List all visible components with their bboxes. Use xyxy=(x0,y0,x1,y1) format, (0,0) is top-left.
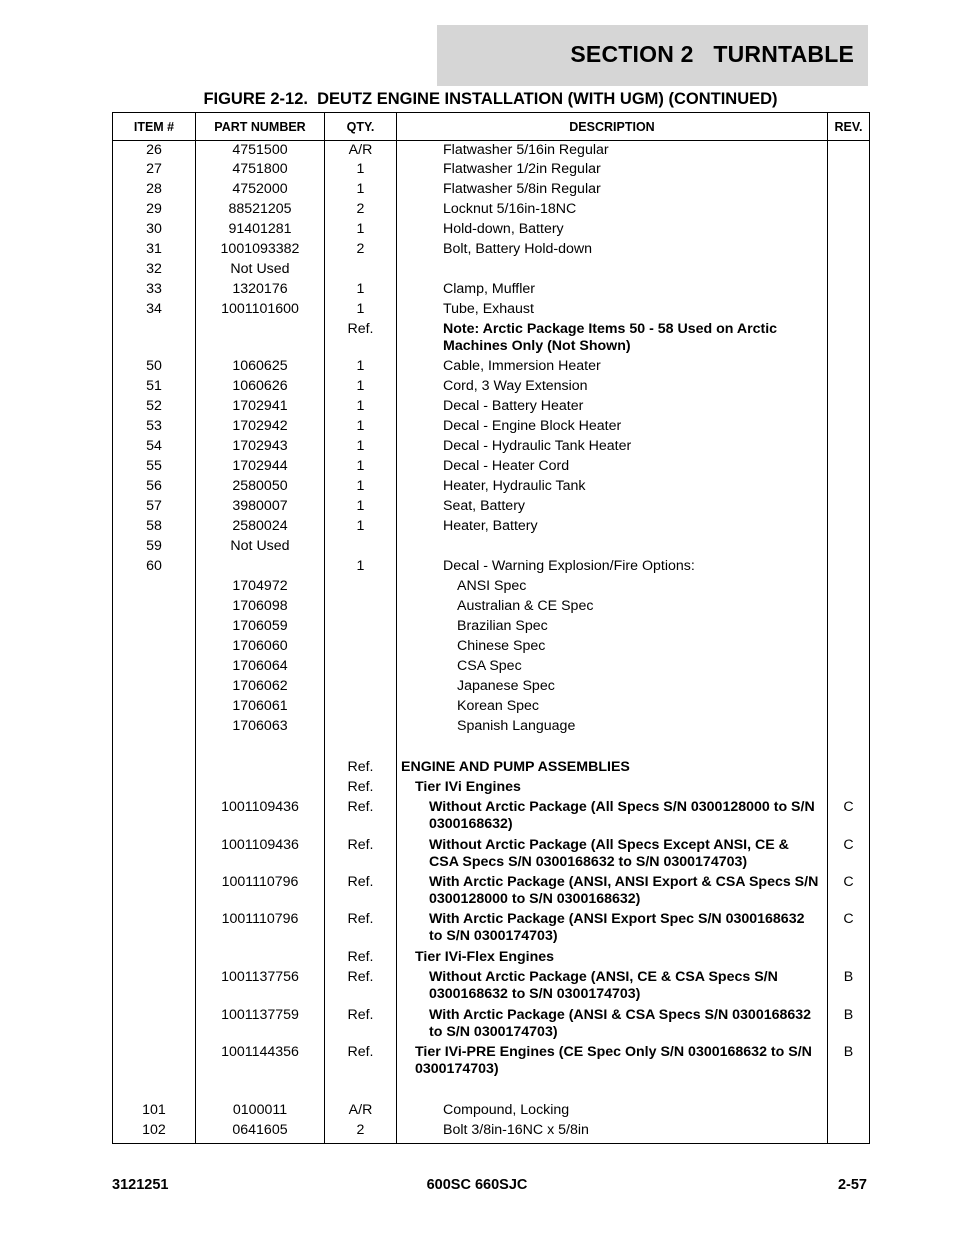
description-cell: Decal - Warning Explosion/Fire Options: xyxy=(397,558,828,578)
qty-cell: 1 xyxy=(325,358,397,378)
qty-cell xyxy=(325,598,397,618)
part-number-cell: 1702943 xyxy=(196,438,325,458)
part-number-cell: 1706059 xyxy=(196,618,325,638)
description-cell: With Arctic Package (ANSI, ANSI Export & CSA Specs S/N 0300128000 to S/N 0300168632) xyxy=(397,874,828,911)
description-cell: Without Arctic Package (All Specs S/N 0300128000 to S/N 0300168632) xyxy=(397,799,828,837)
part-number-cell: 2580024 xyxy=(196,518,325,538)
item-number-cell xyxy=(113,1044,196,1102)
table-row xyxy=(113,799,870,837)
rev-cell xyxy=(828,759,870,779)
part-number-cell: 0641605 xyxy=(196,1122,325,1144)
rev-cell xyxy=(828,321,870,358)
table-row xyxy=(113,498,870,518)
description-cell: Flatwasher 5/8in Regular xyxy=(397,181,828,201)
table-row xyxy=(113,837,870,874)
item-number-cell: 33 xyxy=(113,281,196,301)
table-row xyxy=(113,161,870,181)
qty-cell: 2 xyxy=(325,1122,397,1144)
rev-cell: B xyxy=(828,1044,870,1102)
description-cell: Without Arctic Package (ANSI, CE & CSA Specs S/N 0300168632 to S/N 0300174703) xyxy=(397,969,828,1007)
part-number-cell: 0100011 xyxy=(196,1102,325,1122)
part-number-cell xyxy=(196,779,325,799)
table-row xyxy=(113,378,870,398)
item-number-cell: 53 xyxy=(113,418,196,438)
rev-cell xyxy=(828,201,870,221)
rev-cell xyxy=(828,538,870,558)
part-number-cell: 3980007 xyxy=(196,498,325,518)
part-number-cell: 1001144356 xyxy=(196,1044,325,1102)
item-number-cell: 58 xyxy=(113,518,196,538)
description-cell: Tube, Exhaust xyxy=(397,301,828,321)
item-number-cell xyxy=(113,874,196,911)
rev-cell xyxy=(828,518,870,538)
part-number-cell: 1702944 xyxy=(196,458,325,478)
part-number-cell: 1001101600 xyxy=(196,301,325,321)
part-number-cell: 88521205 xyxy=(196,201,325,221)
table-row xyxy=(113,1044,870,1102)
table-row xyxy=(113,779,870,799)
description-cell: ENGINE AND PUMP ASSEMBLIES xyxy=(397,759,828,779)
parts-table-body xyxy=(113,141,870,1144)
table-row xyxy=(113,221,870,241)
rev-cell: C xyxy=(828,837,870,874)
table-row xyxy=(113,201,870,221)
rev-cell xyxy=(828,598,870,618)
qty-cell: Ref. xyxy=(325,1044,397,1102)
description-cell: Brazilian Spec xyxy=(397,618,828,638)
rev-cell xyxy=(828,438,870,458)
description-cell: Tier IVi Engines xyxy=(397,779,828,799)
description-cell: Cable, Immersion Heater xyxy=(397,358,828,378)
part-number-cell: 1001093382 xyxy=(196,241,325,261)
table-row xyxy=(113,281,870,301)
description-cell: Decal - Heater Cord xyxy=(397,458,828,478)
rev-cell xyxy=(828,478,870,498)
section-title: SECTION 2 TURNTABLE xyxy=(570,41,854,67)
description-cell: Japanese Spec xyxy=(397,678,828,698)
rev-cell xyxy=(828,618,870,638)
table-row xyxy=(113,1102,870,1122)
description-cell: Locknut 5/16in-18NC xyxy=(397,201,828,221)
qty-cell xyxy=(325,718,397,759)
item-number-cell: 31 xyxy=(113,241,196,261)
item-number-cell xyxy=(113,321,196,358)
part-number-cell: 1001137759 xyxy=(196,1007,325,1044)
parts-table xyxy=(112,112,870,1144)
description-cell: CSA Spec xyxy=(397,658,828,678)
qty-cell: 2 xyxy=(325,201,397,221)
item-number-cell: 28 xyxy=(113,181,196,201)
rev-cell xyxy=(828,578,870,598)
table-row xyxy=(113,911,870,949)
description-cell xyxy=(397,261,828,281)
table-row xyxy=(113,398,870,418)
qty-cell xyxy=(325,678,397,698)
part-number-cell: 4751800 xyxy=(196,161,325,181)
description-cell: Spanish Language xyxy=(397,718,828,759)
item-number-cell xyxy=(113,578,196,598)
item-number-cell xyxy=(113,969,196,1007)
item-number-cell: 54 xyxy=(113,438,196,458)
item-number-cell xyxy=(113,837,196,874)
table-row xyxy=(113,241,870,261)
part-number-cell: 1706062 xyxy=(196,678,325,698)
part-number-cell: 1001109436 xyxy=(196,837,325,874)
qty-cell: 1 xyxy=(325,418,397,438)
part-number-cell: 1702941 xyxy=(196,398,325,418)
table-row xyxy=(113,478,870,498)
item-number-cell: 26 xyxy=(113,141,196,161)
table-row xyxy=(113,438,870,458)
description-cell xyxy=(397,538,828,558)
description-cell: Note: Arctic Package Items 50 - 58 Used on Arctic Machines Only (Not Shown) xyxy=(397,321,828,358)
description-cell: Clamp, Muffler xyxy=(397,281,828,301)
description-cell: Heater, Hydraulic Tank xyxy=(397,478,828,498)
figure-title: FIGURE 2-12. DEUTZ ENGINE INSTALLATION (WITH UGM) (CONTINUED) xyxy=(203,90,778,108)
part-number-cell: 1001110796 xyxy=(196,911,325,949)
table-row xyxy=(113,638,870,658)
part-number-cell: 1706063 xyxy=(196,718,325,759)
item-number-cell xyxy=(113,718,196,759)
column-header-description: DESCRIPTION xyxy=(397,113,828,141)
rev-cell xyxy=(828,301,870,321)
item-number-cell xyxy=(113,911,196,949)
qty-cell xyxy=(325,578,397,598)
rev-cell xyxy=(828,658,870,678)
item-number-cell xyxy=(113,618,196,638)
item-number-cell: 56 xyxy=(113,478,196,498)
part-number-cell: 1706098 xyxy=(196,598,325,618)
description-cell: Cord, 3 Way Extension xyxy=(397,378,828,398)
table-row xyxy=(113,538,870,558)
item-number-cell: 57 xyxy=(113,498,196,518)
column-header-qty: QTY. xyxy=(325,113,397,141)
item-number-cell xyxy=(113,799,196,837)
rev-cell xyxy=(828,1122,870,1144)
qty-cell: Ref. xyxy=(325,949,397,969)
table-row xyxy=(113,1122,870,1144)
qty-cell: Ref. xyxy=(325,911,397,949)
item-number-cell: 101 xyxy=(113,1102,196,1122)
qty-cell xyxy=(325,698,397,718)
rev-cell: C xyxy=(828,799,870,837)
description-cell: With Arctic Package (ANSI Export Spec S/N 0300168632 to S/N 0300174703) xyxy=(397,911,828,949)
description-cell: Korean Spec xyxy=(397,698,828,718)
qty-cell: 1 xyxy=(325,301,397,321)
qty-cell: 1 xyxy=(325,498,397,518)
qty-cell: 2 xyxy=(325,241,397,261)
rev-cell xyxy=(828,261,870,281)
qty-cell xyxy=(325,261,397,281)
rev-cell xyxy=(828,221,870,241)
item-number-cell xyxy=(113,949,196,969)
part-number-cell: 1001109436 xyxy=(196,799,325,837)
part-number-cell: Not Used xyxy=(196,261,325,281)
item-number-cell xyxy=(113,638,196,658)
rev-cell xyxy=(828,458,870,478)
description-cell: Decal - Battery Heater xyxy=(397,398,828,418)
rev-cell: B xyxy=(828,1007,870,1044)
rev-cell xyxy=(828,1102,870,1122)
qty-cell: Ref. xyxy=(325,759,397,779)
table-row xyxy=(113,321,870,358)
rev-cell xyxy=(828,241,870,261)
item-number-cell: 27 xyxy=(113,161,196,181)
qty-cell: Ref. xyxy=(325,799,397,837)
description-cell: Chinese Spec xyxy=(397,638,828,658)
part-number-cell: Not Used xyxy=(196,538,325,558)
description-cell: Australian & CE Spec xyxy=(397,598,828,618)
rev-cell xyxy=(828,498,870,518)
qty-cell: 1 xyxy=(325,438,397,458)
rev-cell xyxy=(828,418,870,438)
rev-cell xyxy=(828,398,870,418)
qty-cell: 1 xyxy=(325,161,397,181)
qty-cell: Ref. xyxy=(325,837,397,874)
rev-cell xyxy=(828,949,870,969)
table-row xyxy=(113,949,870,969)
qty-cell: 1 xyxy=(325,518,397,538)
item-number-cell xyxy=(113,779,196,799)
part-number-cell: 2580050 xyxy=(196,478,325,498)
table-row xyxy=(113,759,870,779)
table-row xyxy=(113,558,870,578)
item-number-cell xyxy=(113,678,196,698)
table-row xyxy=(113,358,870,378)
rev-cell xyxy=(828,678,870,698)
qty-cell xyxy=(325,538,397,558)
table-row xyxy=(113,618,870,638)
description-cell: Without Arctic Package (All Specs Except ANSI, CE & CSA Specs S/N 0300168632 to S/N 0300174703) xyxy=(397,837,828,874)
part-number-cell: 91401281 xyxy=(196,221,325,241)
item-number-cell: 30 xyxy=(113,221,196,241)
description-cell: Decal - Hydraulic Tank Heater xyxy=(397,438,828,458)
column-header-item: ITEM # xyxy=(113,113,196,141)
part-number-cell: 1320176 xyxy=(196,281,325,301)
qty-cell: 1 xyxy=(325,281,397,301)
part-number-cell: 1060625 xyxy=(196,358,325,378)
qty-cell: A/R xyxy=(325,1102,397,1122)
rev-cell xyxy=(828,358,870,378)
item-number-cell: 55 xyxy=(113,458,196,478)
rev-cell xyxy=(828,161,870,181)
description-cell: Flatwasher 5/16in Regular xyxy=(397,141,828,161)
item-number-cell xyxy=(113,598,196,618)
rev-cell xyxy=(828,698,870,718)
rev-cell xyxy=(828,558,870,578)
qty-cell: A/R xyxy=(325,141,397,161)
item-number-cell: 102 xyxy=(113,1122,196,1144)
part-number-cell xyxy=(196,949,325,969)
table-row xyxy=(113,1007,870,1044)
table-row xyxy=(113,181,870,201)
item-number-cell: 50 xyxy=(113,358,196,378)
description-cell: Tier IVi-PRE Engines (CE Spec Only S/N 0300168632 to S/N 0300174703) xyxy=(397,1044,828,1102)
footer-doc-number: 3121251 xyxy=(112,1177,169,1193)
section-header xyxy=(437,25,868,86)
part-number-cell: 1001110796 xyxy=(196,874,325,911)
table-row xyxy=(113,458,870,478)
table-row xyxy=(113,698,870,718)
rev-cell: C xyxy=(828,911,870,949)
qty-cell: Ref. xyxy=(325,779,397,799)
rev-cell xyxy=(828,718,870,759)
part-number-cell xyxy=(196,759,325,779)
qty-cell: 1 xyxy=(325,398,397,418)
description-cell: Compound, Locking xyxy=(397,1102,828,1122)
table-header-row xyxy=(113,113,870,141)
footer-page-number: 2-57 xyxy=(837,1177,867,1193)
qty-cell: Ref. xyxy=(325,1007,397,1044)
rev-cell: B xyxy=(828,969,870,1007)
part-number-cell: 4751500 xyxy=(196,141,325,161)
table-row xyxy=(113,578,870,598)
item-number-cell xyxy=(113,658,196,678)
table-row xyxy=(113,718,870,759)
item-number-cell: 51 xyxy=(113,378,196,398)
description-cell: ANSI Spec xyxy=(397,578,828,598)
item-number-cell xyxy=(113,1007,196,1044)
qty-cell: Ref. xyxy=(325,874,397,911)
table-row xyxy=(113,658,870,678)
rev-cell xyxy=(828,141,870,161)
item-number-cell: 59 xyxy=(113,538,196,558)
description-cell: Heater, Battery xyxy=(397,518,828,538)
item-number-cell xyxy=(113,759,196,779)
item-number-cell: 29 xyxy=(113,201,196,221)
part-number-cell: 1706061 xyxy=(196,698,325,718)
description-cell: Seat, Battery xyxy=(397,498,828,518)
qty-cell: 1 xyxy=(325,181,397,201)
footer-models: 600SC 660SJC xyxy=(426,1177,528,1193)
qty-cell: Ref. xyxy=(325,321,397,358)
description-cell: With Arctic Package (ANSI & CSA Specs S/N 0300168632 to S/N 0300174703) xyxy=(397,1007,828,1044)
qty-cell xyxy=(325,658,397,678)
table-row xyxy=(113,301,870,321)
qty-cell: 1 xyxy=(325,221,397,241)
description-cell: Tier IVi-Flex Engines xyxy=(397,949,828,969)
rev-cell: C xyxy=(828,874,870,911)
qty-cell: 1 xyxy=(325,378,397,398)
part-number-cell: 1706064 xyxy=(196,658,325,678)
rev-cell xyxy=(828,281,870,301)
description-cell: Bolt, Battery Hold-down xyxy=(397,241,828,261)
part-number-cell xyxy=(196,558,325,578)
table-row xyxy=(113,518,870,538)
part-number-cell: 1704972 xyxy=(196,578,325,598)
table-row xyxy=(113,678,870,698)
part-number-cell: 1702942 xyxy=(196,418,325,438)
item-number-cell xyxy=(113,698,196,718)
description-cell: Bolt 3/8in-16NC x 5/8in xyxy=(397,1122,828,1144)
table-row xyxy=(113,261,870,281)
part-number-cell xyxy=(196,321,325,358)
qty-cell xyxy=(325,638,397,658)
table-row xyxy=(113,969,870,1007)
part-number-cell: 1706060 xyxy=(196,638,325,658)
part-number-cell: 4752000 xyxy=(196,181,325,201)
column-header-part-number: PART NUMBER xyxy=(196,113,325,141)
qty-cell: 1 xyxy=(325,458,397,478)
description-cell: Hold-down, Battery xyxy=(397,221,828,241)
rev-cell xyxy=(828,779,870,799)
table-row xyxy=(113,418,870,438)
qty-cell: 1 xyxy=(325,558,397,578)
item-number-cell: 52 xyxy=(113,398,196,418)
description-cell: Decal - Engine Block Heater xyxy=(397,418,828,438)
table-row xyxy=(113,874,870,911)
table-row xyxy=(113,598,870,618)
qty-cell: 1 xyxy=(325,478,397,498)
item-number-cell: 60 xyxy=(113,558,196,578)
item-number-cell: 32 xyxy=(113,261,196,281)
rev-cell xyxy=(828,638,870,658)
part-number-cell: 1060626 xyxy=(196,378,325,398)
qty-cell xyxy=(325,618,397,638)
qty-cell: Ref. xyxy=(325,969,397,1007)
table-row xyxy=(113,141,870,161)
rev-cell xyxy=(828,378,870,398)
item-number-cell: 34 xyxy=(113,301,196,321)
part-number-cell: 1001137756 xyxy=(196,969,325,1007)
column-header-rev: REV. xyxy=(828,113,870,141)
rev-cell xyxy=(828,181,870,201)
description-cell: Flatwasher 1/2in Regular xyxy=(397,161,828,181)
